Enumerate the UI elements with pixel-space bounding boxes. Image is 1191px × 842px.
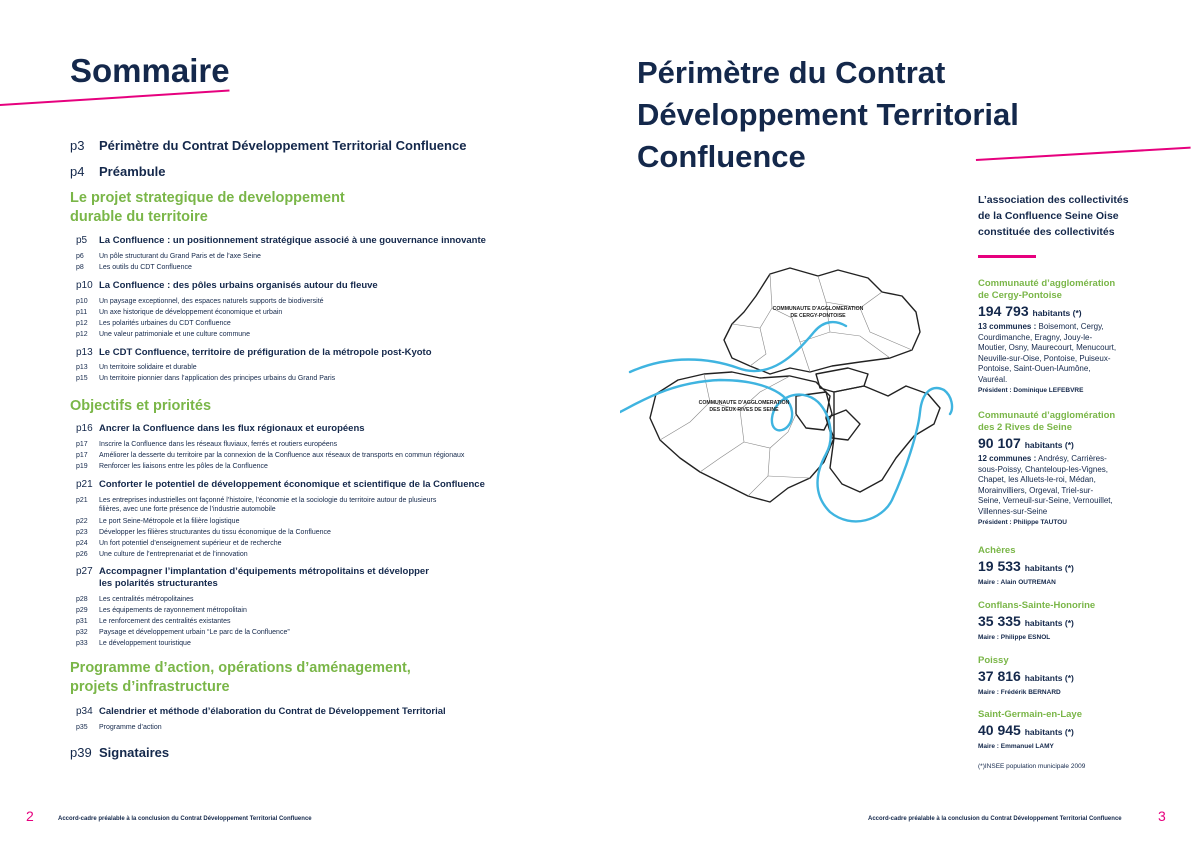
entity-saint-germain: Saint-Germain-en-Laye 40 945 habitants (*) Maire : Emmanuel LAMY (978, 709, 1082, 750)
insee-note: (*)INSEE population municipale 2009 (978, 763, 1086, 770)
section-heading-objectifs: Objectifs et priorités (70, 398, 212, 414)
toc-item[interactable]: p23 Développer les filières structurantes du tissu économique de la Confluence (76, 529, 331, 536)
map-label-cergy: COMMUNAUTE D'AGGLOMERATION (772, 306, 864, 312)
conflans-outline (816, 368, 868, 392)
section-heading-programme: Programme d’action, opérations d’aménagement, projets d’infrastructure (70, 660, 411, 695)
toc-item[interactable]: p11 Un axe historique de développement économique et urbain (76, 309, 283, 316)
toc-item[interactable]: p31 Le renforcement des centralités existantes (76, 618, 231, 625)
river-lines (620, 322, 952, 521)
toc-item[interactable]: p6 Un pôle structurant du Grand Paris et de l’axe Seine (76, 253, 261, 260)
footer-left: Accord-cadre préalable à la conclusion du Contrat Développement Territorial Confluence (58, 816, 312, 822)
toc-item[interactable]: p12 Une valeur patrimoniale et une culture commune (76, 331, 250, 338)
toc-item[interactable]: p26 Une culture de l’entreprenariat et de l’innovation (76, 551, 248, 558)
section-heading-projet: Le projet strategique de developpement durable du territoire (70, 190, 345, 225)
cergy-pontoise-outline (724, 268, 920, 374)
entity-acheres: Achères 19 533 habitants (*) Maire : Alain OUTREMAN (978, 545, 1074, 586)
toc-item[interactable]: p35 Programme d’action (76, 724, 162, 731)
sommaire-title: Sommaire (70, 52, 230, 89)
toc-item[interactable]: p33 Le développement touristique (76, 640, 191, 647)
map-label-cergy: DE CERGY-PONTOISE (790, 313, 846, 319)
toc-item[interactable]: p29 Les équipements de rayonnement métropolitain (76, 607, 247, 614)
title-underline (0, 90, 230, 106)
entity-conflans: Conflans-Sainte-Honorine 35 335 habitants (*) Maire : Philippe ESNOL (978, 600, 1096, 641)
entity-cergy-pontoise: Communauté d’agglomération de Cergy-Pontoise 194 793 habitants (*) 13 communes : Boisemont, Cergy, Courdimanche, Eragny, Jouy-le- Moutier, Osny, Maurecourt, Menucourt, Neuville-sur-Oise, Pontoise, Puiseux- Pontoise, Saint-Ouen-lAumône, Vauréal. Président : Dominique LEFEBVRE (978, 278, 1117, 394)
toc-item[interactable]: p32 Paysage et développement urbain “Le parc de la Confluence” (76, 629, 290, 636)
toc-entry-p21[interactable]: p21 Conforter le potentiel de développement économique et scientifique de la Confluence (76, 479, 485, 490)
page-number-left: 2 (26, 808, 34, 824)
toc-entry-p34[interactable]: p34 Calendrier et méthode d’élaboration du Contrat de Développement Territorial (76, 706, 446, 717)
toc-item[interactable]: p17 Inscrire la Confluence dans les réseaux fluviaux, ferrés et routiers européens (76, 441, 338, 448)
association-intro: L’association des collectivités de la Confluence Seine Oise constituée des collectivités (978, 194, 1129, 238)
toc-entry-p39[interactable]: p39 Signataires (70, 745, 170, 760)
toc-item[interactable]: p10 Un paysage exceptionnel, des espaces naturels supports de biodiversité (76, 298, 324, 305)
toc-item-continuation: filières, avec une forte présence de l’industrie automobile (99, 506, 276, 513)
toc-item[interactable]: p21 Les entreprises industrielles ont façonné l’histoire, l’économie et la sociologie du territoire autour de plusieurs (76, 497, 437, 504)
entity-poissy: Poissy 37 816 habitants (*) Maire : Frédérik BERNARD (978, 655, 1074, 696)
toc-item[interactable]: p28 Les centralités métropolitaines (76, 596, 194, 603)
oise-river (630, 322, 846, 372)
toc-item[interactable]: p12 Les polarités urbaines du CDT Confluence (76, 320, 231, 327)
perimetre-title: Périmètre du Contrat Développement Territorial Confluence (637, 55, 1019, 174)
map-outer-boundaries (650, 268, 940, 502)
toc-entry-p3[interactable]: p3 Périmètre du Contrat Développement Territorial Confluence (70, 138, 467, 153)
toc-entry-p4[interactable]: p4 Préambule (70, 164, 166, 179)
toc-item[interactable]: p13 Un territoire solidaire et durable (76, 364, 197, 371)
toc-entry-p27-continuation: les polarités structurantes (99, 578, 218, 589)
toc-entry-p16[interactable]: p16 Ancrer la Confluence dans les flux régionaux et européens (76, 423, 365, 434)
toc-item[interactable]: p17 Améliorer la desserte du territoire par la connexion de la Confluence aux réseaux de transports en commun régionaux (76, 452, 465, 459)
toc-item[interactable]: p22 Le port Seine-Métropole et la filière logistique (76, 518, 240, 525)
entity-deux-rives: Communauté d’agglomération des 2 Rives de Seine 90 107 habitants (*) 12 communes : Andrésy, Carrières- sous-Poissy, Chanteloup-les-Vignes, Chapet, les Alluets-le-roi, Médan, Morainvilliers, Orgeval, Triel-sur- Seine, Verneuil-sur-Seine, Vernouillet, Villennes-sur-Seine Président : Philippe TAUTOU (978, 410, 1116, 526)
saint-germain-outline (830, 386, 940, 492)
intro-underline (978, 255, 1036, 258)
toc-item[interactable]: p8 Les outils du CDT Confluence (76, 264, 192, 271)
toc-entry-p13[interactable]: p13 Le CDT Confluence, territoire de préfiguration de la métropole post-Kyoto (76, 347, 432, 358)
toc-item[interactable]: p24 Un fort potentiel d’enseignement supérieur et de recherche (76, 540, 282, 547)
page-number-right: 3 (1158, 808, 1166, 824)
deux-rives-outline (650, 372, 834, 502)
toc-entry-p5[interactable]: p5 La Confluence : un positionnement stratégique associé à une gouvernance innovante (76, 235, 486, 246)
territory-map (620, 262, 960, 537)
toc-entry-p27[interactable]: p27 Accompagner l’implantation d’équipements métropolitains et développer (76, 566, 429, 577)
toc-entry-p10[interactable]: p10 La Confluence : des pôles urbains organisés autour du fleuve (76, 280, 378, 291)
toc-item[interactable]: p19 Renforcer les liaisons entre les pôles de la Confluence (76, 463, 268, 470)
map-label-deux-rives: COMMUNAUTE D'AGGLOMERATION (698, 400, 790, 406)
footer-right: Accord-cadre préalable à la conclusion du Contrat Développement Territorial Confluence (868, 816, 1122, 822)
map-label-deux-rives: DES DEUX RIVES DE SEINE (709, 407, 779, 413)
toc-item[interactable]: p15 Un territoire pionnier dans l’application des principes urbains du Grand Paris (76, 375, 336, 382)
